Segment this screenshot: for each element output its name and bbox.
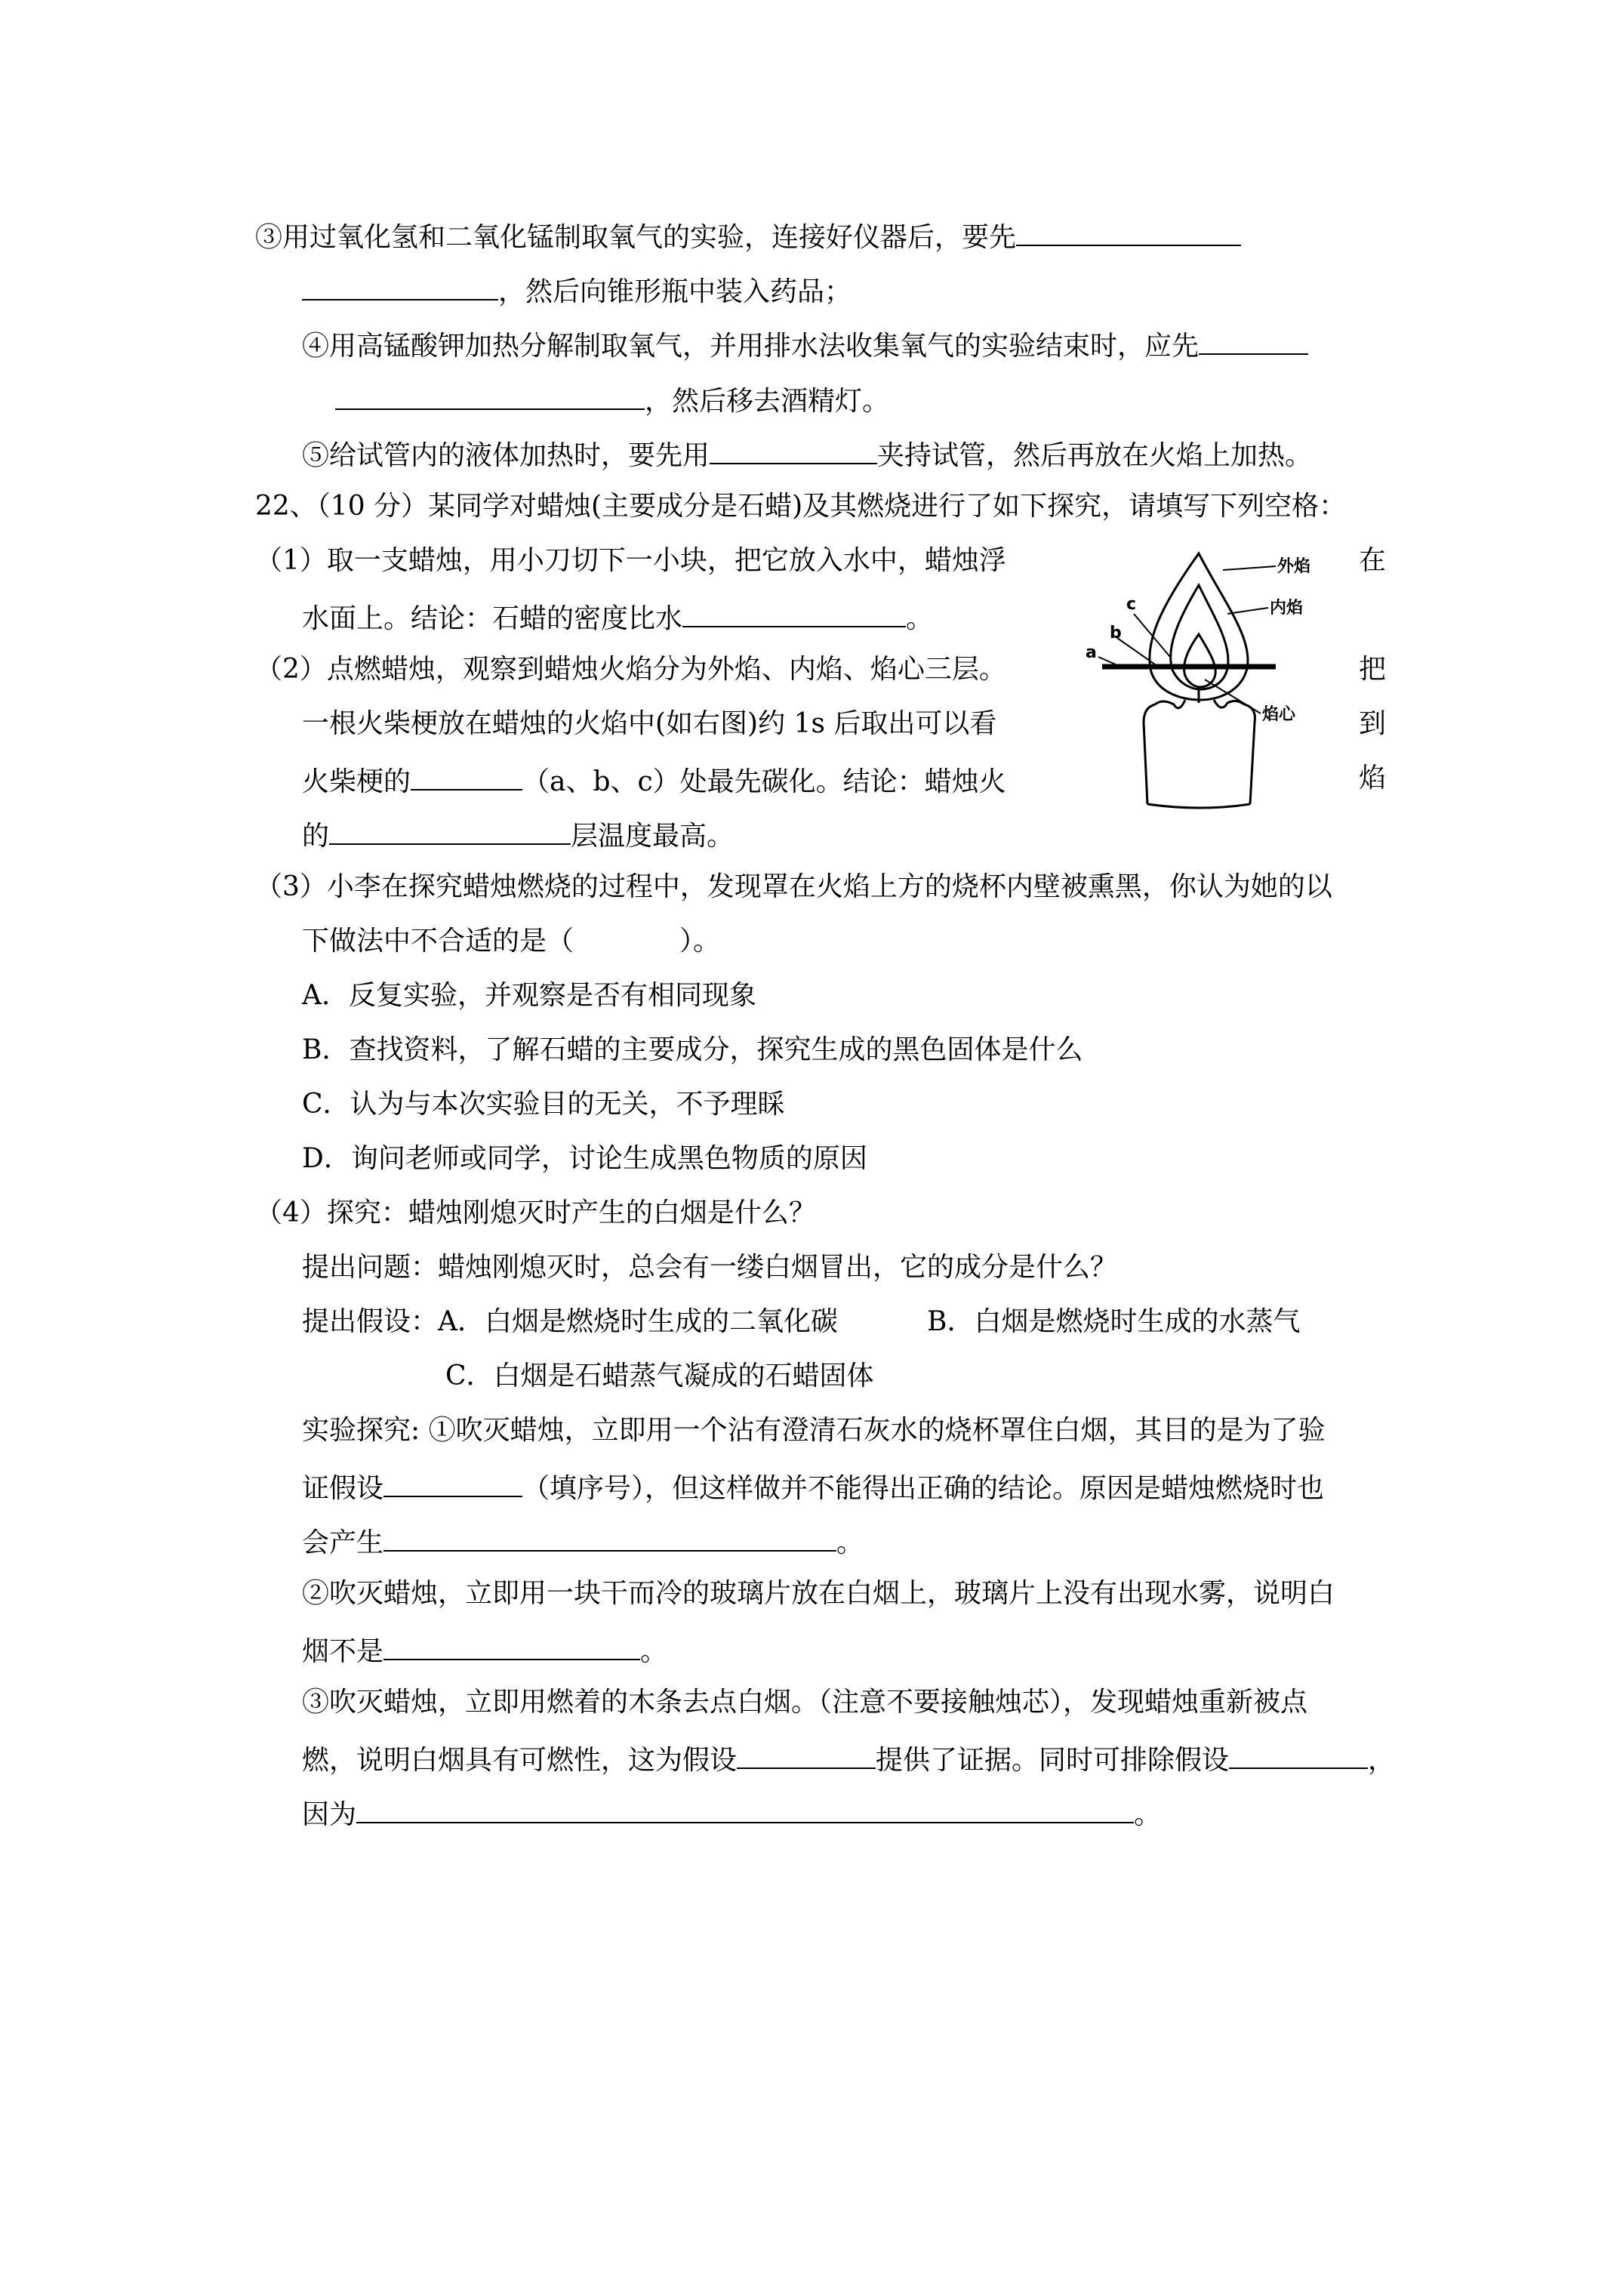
experiment-line-7 [302, 1739, 1395, 1779]
blank-smoke-is-not[interactable] [383, 1630, 640, 1660]
option-b [302, 1032, 1083, 1068]
hypothesis-line-1 [302, 1304, 838, 1340]
label-flame-core: 焰心 [1262, 705, 1296, 724]
item-4-line-1 [302, 325, 1308, 365]
experiment-1-text-3b: 。 [836, 1527, 864, 1558]
experiment-3-text-2c: ， [1368, 1745, 1396, 1776]
option-a [302, 978, 756, 1014]
experiment-line-4 [302, 1576, 1335, 1612]
q22-part2-wrap-2-text: 到 [1359, 708, 1387, 739]
q22-part2-line-2 [302, 706, 996, 742]
blank-item-3b[interactable] [302, 270, 498, 300]
experiment-line-6 [302, 1684, 1307, 1721]
blank-supported-hypothesis[interactable] [737, 1739, 876, 1769]
blank-hypothesis-number[interactable] [383, 1467, 522, 1497]
blank-q22-char-position[interactable] [411, 760, 522, 791]
flame-core [1184, 634, 1216, 687]
q22-part3-text: （3）小李在探究蜡烛燃烧的过程中，发现罩在火焰上方的烧杯内壁被熏黑，你认为她的以 [255, 871, 1332, 902]
blank-excluded-hypothesis[interactable] [1229, 1739, 1368, 1769]
label-inner-flame: 内焰 [1270, 599, 1304, 618]
q22-part4-text: （4）探究：蜡烛刚熄灭时产生的白烟是什么？ [255, 1197, 816, 1228]
q22-part1-end: 。 [906, 603, 934, 634]
leader-c [1134, 614, 1170, 657]
experiment-line-1 [302, 1413, 1326, 1449]
option-d-text: D．询问老师或同学，讨论生成黑色物质的原因 [302, 1143, 867, 1174]
experiment-2-text: ②吹灭蜡烛，立即用一块干而冷的玻璃片放在白烟上，玻璃片上没有出现水雾，说明白 [302, 1578, 1335, 1609]
blank-q22-density[interactable] [682, 597, 906, 627]
item-5-text-a: ⑤给试管内的液体加热时，要先用 [302, 440, 710, 471]
label-b: b [1110, 624, 1122, 643]
blank-item-4a[interactable] [1199, 325, 1308, 355]
blank-reason[interactable] [356, 1793, 1134, 1823]
item-4-text: ④用高锰酸钾加热分解制取氧气，并用排水法收集氧气的实验结束时，应先 [302, 331, 1200, 362]
experiment-3-text-3b: 。 [1134, 1799, 1162, 1830]
q22-part1-wrap-char [1359, 543, 1386, 579]
q22-part1-wrap-text: 在 [1359, 545, 1387, 576]
blank-item-3a[interactable] [1016, 216, 1241, 246]
experiment-2-text-2b: 。 [640, 1636, 668, 1667]
item-3-text-2: ，然后向锥形瓶中装入药品； [498, 276, 852, 307]
question-22-text: 22、（10 分）某同学对蜡烛(主要成分是石蜡)及其燃烧进行了如下探究，请填写下列空格： [255, 491, 1347, 522]
option-b-text: B．查找资料，了解石蜡的主要成分，探究生成的黑色固体是什么 [302, 1034, 1083, 1065]
hypothesis-a: 提出假设：A．白烟是燃烧时生成的二氧化碳 [302, 1306, 838, 1337]
question-statement [302, 1250, 1117, 1286]
hypothesis-c: C．白烟是石蜡蒸气凝成的石蜡固体 [445, 1361, 874, 1391]
candle-body [1144, 704, 1255, 804]
q22-part2-text-3a: 火柴梗的 [302, 766, 411, 797]
q22-part3-line-1 [255, 869, 1332, 905]
experiment-1-text-2b: （填序号），但这样做并不能得出正确的结论。原因是蜡烛燃烧时也 [522, 1473, 1325, 1504]
q22-part2-wrap-3 [1359, 760, 1386, 797]
experiment-line-5 [302, 1630, 667, 1670]
candle-flame-figure [1072, 532, 1329, 812]
q22-part2-text-4a: 的 [302, 821, 330, 852]
q22-part2-line-4 [302, 815, 734, 855]
q22-part3-text-2a: 下做法中不合适的是（ [302, 926, 574, 957]
leader-a [1098, 657, 1117, 665]
option-a-text: A．反复实验，并观察是否有相同现象 [302, 980, 756, 1011]
q22-part1-line-2 [302, 597, 933, 637]
label-c: c [1126, 595, 1137, 614]
item-3-text: ③用过氧化氢和二氧化锰制取氧气的实验，连接好仪器后，要先 [255, 222, 1017, 253]
q22-part1-conclusion: 水面上。结论：石蜡的密度比水 [302, 603, 683, 634]
label-outer-flame: 外焰 [1277, 557, 1311, 576]
candle-bottom [1147, 804, 1250, 808]
outer-flame [1150, 553, 1248, 700]
q22-part2-wrap-1 [1359, 652, 1386, 688]
q22-part2-text: （2）点燃蜡烛，观察到蜡烛火焰分为外焰、内焰、焰心三层。 [255, 654, 1006, 685]
experiment-line-3 [302, 1521, 864, 1561]
item-3-line-1 [255, 216, 1241, 256]
label-a: a [1086, 643, 1097, 662]
q22-part3-text-2b: ）。 [679, 926, 721, 957]
hypothesis-line-1b [927, 1304, 1300, 1340]
experiment-3-text-3a: 因为 [302, 1799, 357, 1830]
experiment-3-text-2b: 提供了证据。同时可排除假设 [876, 1745, 1230, 1776]
blank-q22-hottest-layer[interactable] [329, 815, 571, 845]
q22-part2-line-1 [255, 652, 1006, 688]
option-c-text: C．认为与本次实验目的无关，不予理睬 [302, 1089, 785, 1120]
question-22-title [255, 488, 1346, 525]
leader-inner [1227, 608, 1268, 614]
blank-also-produces[interactable] [383, 1521, 836, 1552]
item-5-text-b: 夹持试管，然后再放在火焰上加热。 [877, 440, 1313, 471]
leader-core [1205, 680, 1261, 713]
experiment-1-text-2a: 证假设 [302, 1473, 384, 1504]
item-4-text-2: ，然后移去酒精灯。 [645, 386, 890, 417]
q22-part2-line-3 [302, 760, 1006, 800]
experiment-2-text-2a: 烟不是 [302, 1636, 384, 1667]
item-5-line [302, 434, 1312, 474]
item-3-line-2 [302, 270, 852, 310]
hypothesis-b: B．白烟是燃烧时生成的水蒸气 [927, 1306, 1301, 1337]
q22-part1-text: （1）取一支蜡烛，用小刀切下一小块，把它放入水中，蜡烛浮 [255, 545, 1006, 576]
experiment-3-text-2a: 燃，说明白烟具有可燃性，这为假设 [302, 1745, 738, 1776]
q22-part2-text-3b: （a、b、c）处最先碳化。结论：蜡烛火 [522, 766, 1006, 797]
q22-part2-text-2: 一根火柴梗放在蜡烛的火焰中(如右图)约 1s 后取出可以看 [302, 708, 997, 739]
q22-part2-wrap-3-text: 焰 [1359, 763, 1387, 794]
experiment-1-text: 实验探究: ①吹灭蜡烛，立即用一个沾有澄清石灰水的烧杯罩住白烟，其目的是为了验 [302, 1415, 1326, 1446]
q22-part2-text-4b: 层温度最高。 [571, 821, 735, 852]
question-statement-text: 提出问题：蜡烛刚熄灭时，总会有一缕白烟冒出，它的成分是什么？ [302, 1252, 1118, 1283]
experiment-line-8 [302, 1793, 1161, 1833]
item-4-line-2 [335, 380, 889, 420]
blank-item-4b[interactable] [335, 380, 645, 410]
option-d [302, 1141, 867, 1177]
q22-part2-wrap-1-text: 把 [1359, 654, 1387, 685]
hypothesis-line-2 [445, 1358, 874, 1395]
blank-item-5[interactable] [710, 434, 877, 464]
q22-part4-title [255, 1195, 816, 1231]
experiment-3-text: ③吹灭蜡烛，立即用燃着的木条去点白烟。（注意不要接触烛芯），发现蜡烛重新被点 [302, 1687, 1308, 1718]
option-c [302, 1086, 785, 1123]
experiment-line-2 [302, 1467, 1324, 1507]
q22-part1-line-1 [255, 543, 1006, 579]
experiment-1-text-3a: 会产生 [302, 1527, 384, 1558]
q22-part2-wrap-2 [1359, 706, 1386, 742]
q22-part3-line-2 [302, 923, 720, 960]
leader-outer [1223, 566, 1276, 570]
